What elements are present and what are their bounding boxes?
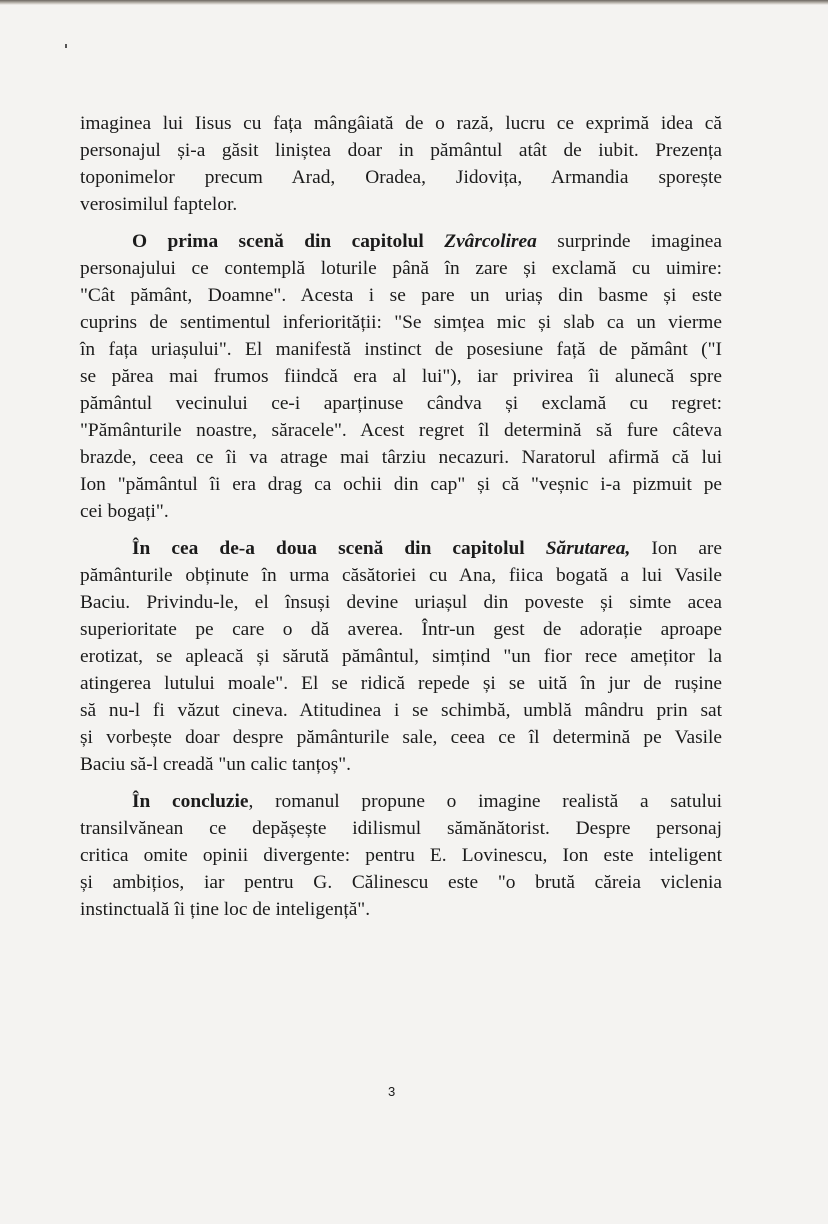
body-text: brazde, ceea ce îi va atrage mai târziu necazuri. Naratorul afirmă că lui xyxy=(80,447,722,468)
text-line xyxy=(80,670,722,697)
text-line xyxy=(80,643,722,670)
body-text: cuprins de sentimentul inferiorității: "Se simțea mic și slab ca un vierme xyxy=(80,312,722,333)
body-text: superioritate pe care o dă averea. Într-un gest de adorație aproape xyxy=(80,619,722,640)
text-line xyxy=(80,815,722,842)
emphasis-text: O prima scenă din capitolul xyxy=(132,231,445,252)
scan-speck xyxy=(65,44,67,48)
body-text: Ion are xyxy=(630,538,722,559)
body-text: pământul vecinului ce-i aparținuse cândva și exclamă cu regret: xyxy=(80,393,722,414)
text-line xyxy=(80,444,722,471)
text-line xyxy=(80,363,722,390)
text-line xyxy=(80,616,722,643)
body-text: personajul și-a găsit liniștea doar in pământul atât de iubit. Prezența xyxy=(80,140,722,161)
body-text: să nu-l fi văzut cineva. Atitudinea i se schimbă, umblă mândru prin sat xyxy=(80,700,722,721)
emphasis-text: Zvârcolirea xyxy=(444,231,537,252)
body-text: se părea mai frumos fiindcă era al lui"), iar privirea îi alunecă spre xyxy=(80,366,722,387)
text-line xyxy=(80,282,722,309)
text-line xyxy=(80,589,722,616)
emphasis-text: În concluzie xyxy=(132,791,249,812)
text-line xyxy=(80,390,722,417)
text-line xyxy=(80,562,722,589)
body-text: surprinde imaginea xyxy=(536,231,722,252)
text-line xyxy=(80,724,722,751)
paragraph xyxy=(80,788,722,923)
text-line xyxy=(80,164,722,191)
text-line xyxy=(80,336,722,363)
emphasis-text: În cea de-a doua scenă din capitolul xyxy=(132,538,546,559)
body-text: și ambițios, iar pentru G. Călinescu este "o brută căreia viclenia xyxy=(80,872,722,893)
body-text: pământurile obținute în urma căsătoriei cu Ana, fiica bogată a lui Vasile xyxy=(80,565,722,586)
body-text: , romanul propune o imagine realistă a satului xyxy=(248,791,722,812)
paragraph xyxy=(80,110,722,218)
body-text: în fața uriașului". El manifestă instinct de posesiune față de pământ ("I xyxy=(80,339,722,360)
body-text: Baciu să-l creadă "un calic tanțoș". xyxy=(80,754,352,775)
body-text: cei bogați". xyxy=(80,501,169,522)
text-line xyxy=(80,498,722,525)
body-text: critica omite opinii divergente: pentru E. Lovinescu, Ion este inteligent xyxy=(80,845,722,866)
body-text: transilvănean ce depășește idilismul sămănătorist. Despre personaj xyxy=(80,818,722,839)
text-line xyxy=(80,896,722,923)
body-text: și vorbește doar despre pământurile sale, ceea ce îl determină pe Vasile xyxy=(80,727,722,748)
text-line xyxy=(80,471,722,498)
body-text: imaginea lui Iisus cu fața mângâiată de o rază, lucru ce exprimă idea că xyxy=(80,113,722,134)
text-line xyxy=(80,191,722,218)
text-line xyxy=(80,788,722,815)
body-text: atingerea lutului moale". El se ridică repede și se uită în jur de rușine xyxy=(80,673,722,694)
text-line xyxy=(80,751,722,778)
text-line xyxy=(80,535,722,562)
paragraph xyxy=(80,228,722,525)
text-line xyxy=(80,137,722,164)
body-text: "Pământurile noastre, săracele". Acest regret îl determină să fure câteva xyxy=(80,420,722,441)
body-text: personajului ce contemplă loturile până în zare și exclamă cu uimire: xyxy=(80,258,722,279)
paragraph xyxy=(80,535,722,778)
text-line xyxy=(80,228,722,255)
text-line xyxy=(80,255,722,282)
text-line xyxy=(80,697,722,724)
body-text: Ion "pământul îi era drag ca ochii din cap" și că "veșnic i-a pizmuit pe xyxy=(80,474,722,495)
body-text: Baciu. Privindu-le, el însuși devine uriașul din poveste și simte acea xyxy=(80,592,722,613)
body-text: instinctuală îi ține loc de inteligență". xyxy=(80,899,371,920)
emphasis-text: Sărutarea, xyxy=(545,538,631,559)
body-text: toponimelor precum Arad, Oradea, Jidovița, Armandia sporește xyxy=(80,167,722,188)
page-top-edge xyxy=(0,0,828,5)
text-line xyxy=(80,110,722,137)
page-number: 3 xyxy=(388,1084,396,1099)
body-text: "Cât pământ, Doamne". Acesta i se pare un uriaș din basme și este xyxy=(80,285,722,306)
document-body xyxy=(80,110,722,933)
text-line xyxy=(80,417,722,444)
body-text: erotizat, se apleacă și sărută pământul, simțind "un fior rece amețitor la xyxy=(80,646,722,667)
text-line xyxy=(80,842,722,869)
text-line xyxy=(80,869,722,896)
body-text: verosimilul faptelor. xyxy=(80,194,238,215)
text-line xyxy=(80,309,722,336)
